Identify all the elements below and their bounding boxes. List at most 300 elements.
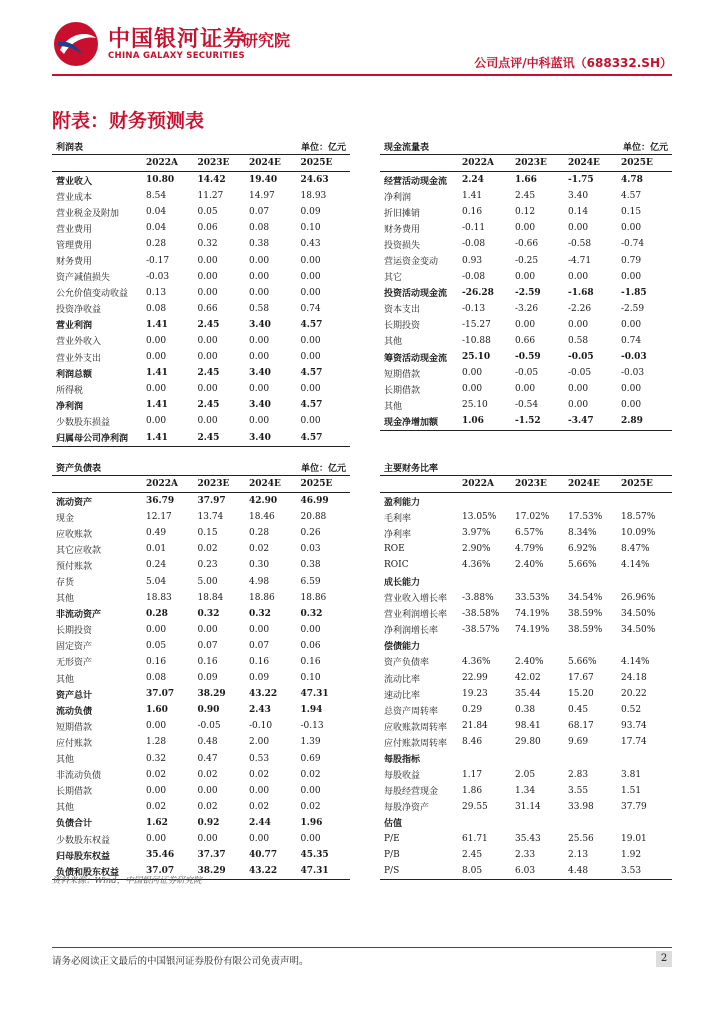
table-row (380, 301, 672, 317)
table-cell: 4.79% (515, 544, 544, 555)
table-cell: 37.79 (621, 801, 647, 812)
table-cell: 29.80 (515, 737, 541, 748)
table-cell: 0.02 (197, 801, 218, 812)
table-row (52, 847, 350, 863)
table-cell: 3.81 (621, 769, 642, 780)
row-label: 利润总额 (56, 369, 93, 380)
table-cell: 2.05 (515, 769, 536, 780)
table-cell: 36.79 (146, 496, 175, 507)
table-row (380, 638, 672, 654)
table-cell (460, 815, 513, 831)
row-label: 少数股东权益 (56, 835, 111, 846)
table-cell: 38.29 (197, 689, 226, 700)
row-label: P/S (380, 863, 460, 880)
table-cell: 46.99 (300, 496, 329, 507)
table-cell: 37.07 (144, 863, 196, 880)
table-row (52, 252, 350, 268)
row-label: 负债和股东权益 (52, 863, 144, 880)
row-label: 长期投资 (384, 321, 421, 332)
row-label: 固定资产 (56, 642, 93, 653)
table-cell: 0.00 (300, 416, 321, 427)
row-label: 折旧摊销 (384, 208, 421, 219)
table-cell: 0.00 (197, 834, 218, 845)
table-cell: -0.74 (621, 239, 645, 250)
table-row (52, 493, 350, 510)
table-cell: 0.09 (249, 673, 270, 684)
row-label: 偿债能力 (384, 642, 421, 653)
table-cell (566, 815, 619, 831)
table-cell: 0.66 (197, 303, 218, 314)
table-row (380, 622, 672, 638)
table-cell: -0.58 (568, 239, 592, 250)
table-cell: 0.00 (621, 319, 642, 330)
row-label: 营业外收入 (56, 337, 102, 348)
table-row (52, 606, 350, 622)
table-cell: -0.05 (197, 721, 221, 732)
table-cell: 0.00 (146, 335, 167, 346)
table-cell: 2.44 (249, 817, 271, 828)
row-label: 长期投资 (56, 626, 93, 637)
table-cell: 0.43 (300, 239, 321, 250)
row-label: 每股净资产 (384, 803, 430, 814)
table-cell: 0.07 (197, 640, 218, 651)
table-cell: 0.07 (249, 640, 270, 651)
table-row (52, 349, 350, 365)
table-cell: 0.00 (515, 384, 536, 395)
row-label: 所得税 (56, 385, 84, 396)
table-cell: 0.00 (197, 384, 218, 395)
table-cell: 1.66 (515, 175, 537, 186)
table-cell: 37.37 (197, 850, 226, 861)
table-cell: 0.00 (568, 319, 589, 330)
table-row (52, 557, 350, 573)
table-row (52, 525, 350, 541)
report-title: 公司点评/中科蓝讯（688332.SH） (474, 56, 672, 70)
table-cell: 4.14% (621, 656, 650, 667)
table-row (52, 718, 350, 734)
table-cell: 4.57 (300, 368, 323, 379)
table-cell: 0.16 (300, 656, 321, 667)
table-cell: 0.16 (462, 207, 483, 218)
cashflow-table-unit: 单位：亿元 (622, 143, 668, 153)
table-row (52, 573, 350, 589)
row-label: P/E (384, 834, 400, 845)
table-cell: 0.02 (249, 769, 270, 780)
table-cell: 61.71 (462, 834, 488, 845)
table-cell: 1.86 (462, 785, 483, 796)
table-cell: 4.57 (300, 319, 323, 330)
galaxy-logo-icon (52, 20, 100, 68)
table-cell: 3.40 (249, 368, 271, 379)
row-label: 资产负债率 (384, 658, 430, 669)
table-cell: 0.00 (300, 384, 321, 395)
table-row (380, 557, 672, 573)
table-cell: 4.57 (621, 191, 642, 202)
table-row (52, 285, 350, 301)
row-label: 财务费用 (56, 257, 93, 268)
row-label: 营业利润增长率 (384, 610, 448, 621)
table-cell: 0.00 (146, 785, 167, 796)
table-cell (619, 638, 672, 654)
table-cell: 14.97 (249, 191, 275, 202)
table-cell: 0.16 (197, 656, 218, 667)
table-cell: -10.88 (462, 335, 491, 346)
balance-table (52, 475, 350, 880)
table-cell: 0.02 (249, 801, 270, 812)
table-cell: 0.90 (197, 705, 220, 716)
table-cell: -1.68 (568, 287, 594, 298)
table-cell: 3.40 (249, 319, 271, 330)
table-row (380, 365, 672, 381)
table-cell: 0.00 (197, 255, 218, 266)
table-cell: 0.02 (146, 769, 167, 780)
table-cell: -15.27 (462, 319, 491, 330)
table-row (52, 670, 350, 686)
row-label: 归母股东权益 (56, 851, 111, 862)
table-cell: 26.96% (621, 592, 656, 603)
table-cell: 4.36% (462, 560, 491, 571)
table-cell: 0.04 (146, 207, 167, 218)
table-cell: 0.00 (300, 271, 321, 282)
table-cell: 0.05 (197, 207, 218, 218)
row-label: 资本支出 (384, 305, 421, 316)
table-row (52, 413, 350, 429)
table-cell: 0.00 (146, 384, 167, 395)
table-cell: 8.54 (146, 191, 167, 202)
table-cell: 0.00 (249, 255, 270, 266)
table-cell: 0.00 (197, 287, 218, 298)
row-label: 存货 (56, 578, 75, 589)
table-cell: 0.32 (197, 608, 220, 619)
table-cell: 0.08 (146, 303, 167, 314)
table-cell: 0.00 (249, 384, 270, 395)
table-cell (619, 573, 672, 589)
brand-name-cn: 中国银河证券 (108, 27, 247, 52)
table-cell: 0.10 (300, 673, 321, 684)
table-row (52, 783, 350, 799)
table-row (380, 718, 672, 734)
table-cell: -0.05 (568, 352, 594, 363)
table-cell: 18.86 (300, 592, 327, 603)
table-cell: 1.92 (621, 850, 642, 861)
table-row (52, 365, 350, 381)
table-cell: 68.17 (568, 721, 594, 732)
row-label: 应收账款周转率 (384, 722, 448, 733)
table-cell: 0.02 (249, 544, 270, 555)
row-label: 公允价值变动收益 (56, 289, 129, 300)
row-label: 应付账款 (56, 738, 93, 749)
row-label: 每股经营现金 (384, 787, 439, 798)
table-cell: 0.00 (146, 721, 167, 732)
table-cell: 0.47 (197, 753, 218, 764)
table-cell: 0.00 (568, 384, 589, 395)
table-cell: 2.83 (568, 769, 589, 780)
table-cell: 22.99 (462, 673, 488, 684)
table-row (380, 654, 672, 670)
table-cell: 2.00 (249, 737, 270, 748)
table-cell: 0.00 (146, 416, 167, 427)
table-cell: 45.35 (300, 850, 329, 861)
row-label: 毛利率 (384, 513, 412, 524)
table-cell: 4.98 (249, 576, 270, 587)
table-cell: 25.56 (568, 834, 594, 845)
table-cell: 3.40 (249, 400, 271, 411)
table-row (380, 590, 672, 606)
row-label: 应收账款 (56, 529, 93, 540)
column-header: 2025E (299, 476, 351, 493)
row-label: ROE (384, 544, 405, 555)
row-label: 资产减值损失 (56, 273, 111, 284)
row-label: 营业税金及附加 (56, 208, 120, 219)
table-cell: 0.00 (300, 335, 321, 346)
table-cell: -0.03 (621, 352, 647, 363)
table-cell: -4.71 (568, 255, 592, 266)
table-row (380, 847, 672, 863)
table-cell: 8.46 (462, 737, 483, 748)
table-cell: 25.10 (462, 352, 491, 363)
row-label: 现金 (56, 513, 75, 524)
table-cell: 2.40% (515, 656, 544, 667)
table-cell: 4.57 (300, 400, 323, 411)
row-label: 投资损失 (384, 240, 421, 251)
table-cell: 1.41 (146, 368, 168, 379)
profit-table (52, 154, 350, 447)
row-label: 短期借款 (56, 722, 93, 733)
table-cell: 0.02 (300, 801, 321, 812)
table-cell: 0.00 (249, 335, 270, 346)
table-cell: 0.00 (249, 416, 270, 427)
table-cell (513, 638, 566, 654)
table-cell: 1.96 (300, 817, 323, 828)
table-cell: 1.94 (300, 705, 323, 716)
table-cell: 34.50% (621, 608, 656, 619)
row-label: 流动比率 (384, 674, 421, 685)
row-label: 净利润 (56, 401, 84, 412)
table-row (380, 815, 672, 831)
table-row (380, 188, 672, 204)
table-cell: 3.97% (462, 528, 491, 539)
table-cell: 2.45 (197, 368, 220, 379)
table-cell (460, 751, 513, 767)
table-cell: 0.79 (621, 255, 642, 266)
table-cell: 13.05% (462, 512, 497, 523)
table-cell: 0.92 (197, 817, 220, 828)
table-cell: 1.60 (146, 705, 168, 716)
table-cell: 17.02% (515, 512, 550, 523)
table-cell: 0.00 (249, 624, 270, 635)
table-row (52, 751, 350, 767)
table-row (380, 252, 672, 268)
table-cell: -0.66 (515, 239, 539, 250)
table-cell: 3.53 (619, 863, 672, 880)
table-cell: 0.07 (249, 207, 270, 218)
table-cell: 74.19% (515, 624, 550, 635)
table-cell: 18.57% (621, 512, 656, 523)
table-cell: 9.69 (568, 737, 589, 748)
table-cell: 0.02 (300, 769, 321, 780)
table-cell: 0.00 (197, 624, 218, 635)
ratios-table-title: 主要财务比率 (384, 464, 439, 474)
table-cell: 0.00 (300, 287, 321, 298)
table-cell: 0.15 (621, 207, 642, 218)
table-row (380, 349, 672, 365)
row-label: 现金净增加额 (380, 413, 460, 430)
row-label: 其他 (56, 755, 75, 766)
table-row (52, 799, 350, 815)
profit-table-title: 利润表 (56, 143, 84, 153)
table-row (380, 509, 672, 525)
table-cell: 3.40 (568, 191, 589, 202)
table-cell: 17.74 (621, 737, 647, 748)
table-cell: 0.10 (300, 223, 321, 234)
table-cell: 0.09 (300, 207, 321, 218)
table-row (52, 269, 350, 285)
row-label: 其他 (56, 674, 75, 685)
column-header: 2024E (566, 155, 619, 172)
balance-table-unit: 单位：亿元 (300, 464, 346, 474)
table-cell: 0.00 (197, 352, 218, 363)
table-cell: 42.02 (515, 673, 541, 684)
row-label: ROIC (384, 560, 409, 571)
column-header: 2024E (247, 155, 299, 172)
table-cell: 29.55 (462, 801, 488, 812)
table-cell: 0.09 (197, 673, 218, 684)
table-cell: -0.11 (462, 223, 486, 234)
table-cell: 2.33 (515, 850, 536, 861)
table-cell: 6.03 (513, 863, 566, 880)
row-label: 每股指标 (384, 755, 421, 766)
table-row (52, 381, 350, 397)
table-cell: 42.90 (249, 496, 278, 507)
table-cell (513, 573, 566, 589)
row-label: 经营活动现金流 (384, 176, 448, 187)
table-row (52, 333, 350, 349)
table-cell: 3.40 (247, 430, 299, 447)
row-label: 每股收益 (384, 771, 421, 782)
table-cell: 35.46 (146, 850, 175, 861)
table-cell: 74.19% (515, 608, 550, 619)
column-header: 2023E (513, 476, 566, 493)
row-label: 营业费用 (56, 224, 93, 235)
table-row (380, 573, 672, 589)
table-cell: 0.00 (462, 384, 483, 395)
column-header (380, 155, 460, 172)
table-row (380, 606, 672, 622)
table-row (52, 541, 350, 557)
table-cell: 0.00 (621, 271, 642, 282)
profit-table-unit: 单位：亿元 (300, 143, 346, 153)
table-cell: 0.00 (300, 352, 321, 363)
table-cell: 1.28 (146, 737, 167, 748)
column-header: 2025E (299, 155, 351, 172)
table-cell: 19.40 (249, 175, 278, 186)
row-label: 其他 (384, 337, 403, 348)
table-cell: -2.59 (515, 287, 541, 298)
column-header: 2023E (196, 476, 248, 493)
table-cell: 20.88 (300, 512, 327, 523)
column-header: 2022A (460, 155, 513, 172)
profit-statement-block (52, 140, 350, 447)
table-cell: 0.13 (146, 287, 167, 298)
table-cell: 11.27 (197, 191, 224, 202)
table-cell: 0.00 (146, 352, 167, 363)
page-header (52, 18, 672, 74)
table-cell: 0.14 (568, 207, 589, 218)
table-cell: 25.10 (462, 400, 488, 411)
table-cell (619, 751, 672, 767)
table-row (52, 622, 350, 638)
table-cell: 0.00 (568, 271, 589, 282)
table-row (380, 381, 672, 397)
table-cell: 0.00 (300, 255, 321, 266)
table-cell: -0.13 (300, 721, 324, 732)
table-cell: 1.39 (300, 737, 321, 748)
table-row (380, 831, 672, 847)
row-label: 营业成本 (56, 192, 93, 203)
row-label: 应付账款周转率 (384, 738, 448, 749)
table-cell: 40.77 (249, 850, 278, 861)
row-label: P/B (384, 850, 400, 861)
table-row (380, 333, 672, 349)
row-label: 营业利润 (56, 321, 93, 332)
row-label: 估值 (384, 819, 403, 830)
table-cell: 0.26 (300, 528, 321, 539)
cashflow-statement-block (380, 140, 672, 431)
row-label: 净利润 (384, 192, 412, 203)
table-cell: 0.74 (300, 303, 321, 314)
table-row (380, 285, 672, 301)
page-number: 2 (656, 951, 672, 967)
table-cell: -2.26 (568, 303, 592, 314)
table-cell: 5.00 (197, 576, 218, 587)
table-cell: 0.00 (515, 271, 536, 282)
table-row (380, 413, 672, 430)
table-row (52, 734, 350, 750)
table-cell: 0.74 (621, 335, 642, 346)
table-row (52, 172, 350, 189)
column-header: 2024E (247, 476, 299, 493)
table-row (52, 767, 350, 783)
table-cell: 18.86 (249, 592, 275, 603)
table-cell: -26.28 (462, 287, 494, 298)
table-cell: 0.16 (249, 656, 270, 667)
column-header (52, 155, 144, 172)
table-row (380, 702, 672, 718)
row-label: 短期借款 (384, 369, 421, 380)
table-cell: 13.74 (197, 512, 224, 523)
table-cell: 18.93 (300, 191, 327, 202)
ratios-block (380, 461, 672, 880)
table-cell: 0.53 (249, 753, 270, 764)
table-cell: -0.08 (462, 239, 486, 250)
table-cell: 0.00 (300, 834, 321, 845)
table-cell: -0.25 (515, 255, 539, 266)
table-cell: 0.05 (146, 640, 167, 651)
table-cell: 18.46 (249, 512, 275, 523)
table-cell: 0.15 (197, 528, 218, 539)
table-cell: -3.47 (566, 413, 619, 430)
table-cell: 0.93 (462, 255, 483, 266)
footer-divider (52, 947, 672, 948)
column-header: 2025E (619, 155, 672, 172)
table-cell: -0.17 (146, 255, 170, 266)
table-cell: 8.34% (568, 528, 597, 539)
table-cell: 0.29 (462, 705, 483, 716)
table-cell: 3.55 (568, 785, 589, 796)
table-cell (566, 573, 619, 589)
table-cell: 0.08 (249, 223, 270, 234)
table-cell: 1.17 (462, 769, 483, 780)
